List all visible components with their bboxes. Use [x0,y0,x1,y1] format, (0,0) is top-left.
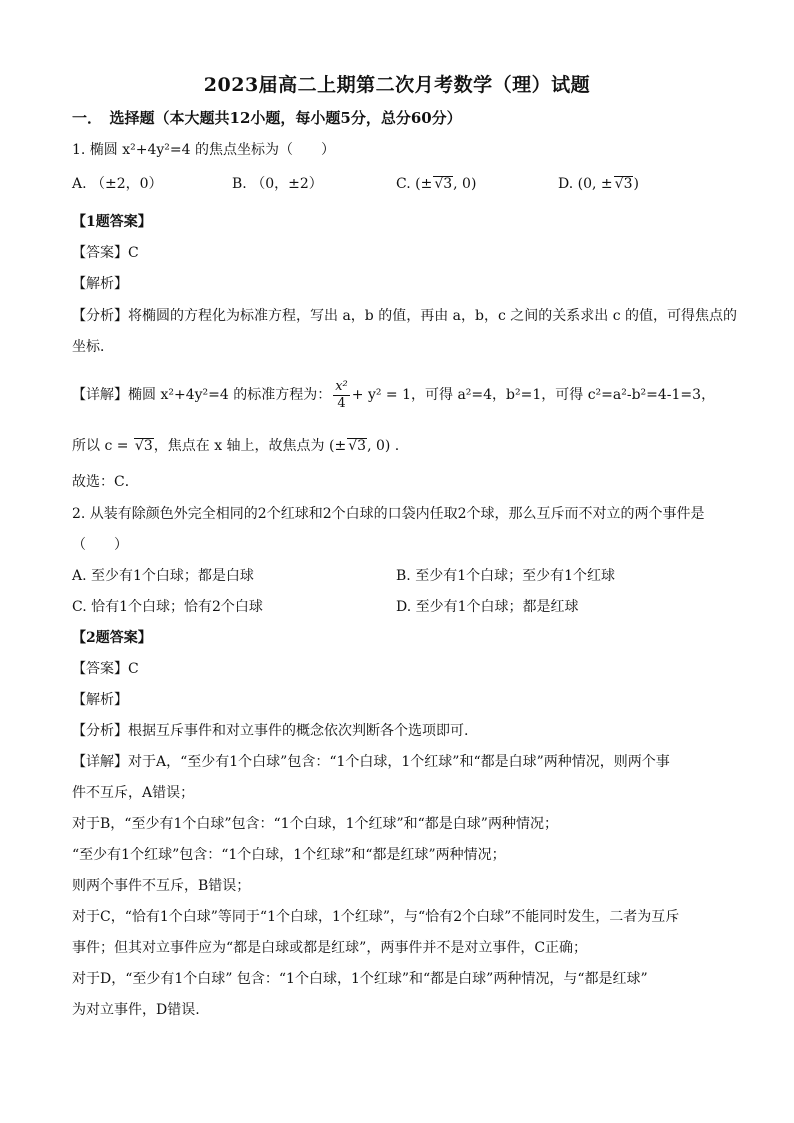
fraction-denominator: 4 [337,395,346,411]
q1-option-d-prefix: D. (0, ± [558,176,613,192]
q1-option-d [558,174,639,194]
q2-detail-line: 对于C，“恰有1个白球”等同于“1个白球，1个红球”，与“恰有2个白球”不能同时发生，二者为互斥 [72,909,680,925]
section-heading: 一． 选择题（本大题共12小题，每小题5分，总分60分） [72,109,462,127]
q1-fenxi-line-1: 【分析】将椭圆的方程化为标准方程，写出 a，b 的值，再由 a，b，c 之间的关系求出 c 的值，可得焦点的 [72,308,737,324]
q2-detail-line: 为对立事件，D错误. [72,1002,200,1018]
q1-option-c-root: 3 [443,176,453,192]
q1-so-root: 3 [143,438,153,454]
q1-so-pre: 所以 c = [72,438,133,454]
page-title: 2023届高二上期第二次月考数学（理）试题 [203,74,591,96]
q1-analysis-tag: 【解析】 [72,276,128,292]
q2-option-b: B. 至少有1个白球；至少有1个红球 [396,568,616,584]
q1-stem: 1. 椭圆 x²+4y²=4 的焦点坐标为（ ） [72,142,336,158]
q1-answer-tag: 【1题答案】 [72,214,152,230]
sqrt-symbol: √3 [134,438,153,454]
q2-detail-line: “至少有1个红球”包含：“1个白球，1个红球”和“都是红球”两种情况； [72,847,506,863]
q1-choose: 故选：C． [72,474,139,490]
q1-option-c-prefix: C. (± [396,176,433,192]
q2-fenxi: 【分析】根据互斥事件和对立事件的概念依次判断各个选项即可. [72,723,469,739]
q1-so-mid: ，焦点在 x 轴上，故焦点为 (± [153,438,347,454]
sqrt-symbol: √3 [614,176,633,192]
q1-option-d-suffix: ) [633,176,639,192]
q2-answer-tag: 【2题答案】 [72,630,152,646]
q2-detail-line: 对于B，“至少有1个白球”包含：“1个白球，1个红球”和“都是白球”两种情况； [72,816,558,832]
q1-option-c-suffix: , 0) [453,176,477,192]
q2-detail-line: 事件；但其对立事件应为“都是白球或都是红球”，两事件并不是对立事件，C正确； [72,940,588,956]
q2-stem-line-2: （ ） [72,537,128,553]
q1-option-b: B. （0，±2） [232,176,323,192]
q1-option-d-root: 3 [623,176,633,192]
q1-detail-post: + y² = 1，可得 a²=4，b²=1，可得 c²=a²-b²=4-1=3， [351,387,716,403]
q1-fenxi-line-2: 坐标． [72,339,114,355]
q2-analysis-tag: 【解析】 [72,692,128,708]
q2-stem-line-1: 2. 从装有除颜色外完全相同的2个红球和2个白球的口袋内任取2个球，那么互斥而不对立的两个事件是 [72,506,705,522]
q1-so-root-2: 3 [357,438,367,454]
q1-so-post: , 0) . [367,438,400,454]
fraction [333,379,350,412]
q1-answer: 【答案】C [72,245,139,261]
q2-answer: 【答案】C [72,661,139,677]
q1-option-c [396,174,476,194]
q2-detail-line: 则两个事件不互斥，B错误； [72,878,251,894]
q1-conclusion [72,436,399,456]
sqrt-symbol: √3 [434,176,453,192]
q1-option-a: A. （±2，0） [72,176,163,192]
q2-detail-line: 件不互斥，A错误； [72,785,195,801]
q2-option-d: D. 至少有1个白球；都是红球 [396,599,579,615]
q2-detail-line: 对于D，“至少有1个白球” 包含：“1个白球，1个红球”和“都是白球”两种情况，与“都是红球” [72,971,648,987]
fraction-numerator: x² [335,378,348,394]
q2-option-a: A. 至少有1个白球；都是白球 [72,568,254,584]
sqrt-symbol: √3 [348,438,367,454]
q2-option-c: C. 恰有1个白球；恰有2个白球 [72,599,263,615]
q1-detail-pre: 【详解】椭圆 x²+4y²=4 的标准方程为： [72,387,332,403]
q1-detail [72,378,715,412]
q2-detail-line: 【详解】对于A，“至少有1个白球”包含：“1个白球，1个红球”和“都是白球”两种情况，则两个事 [72,754,670,770]
